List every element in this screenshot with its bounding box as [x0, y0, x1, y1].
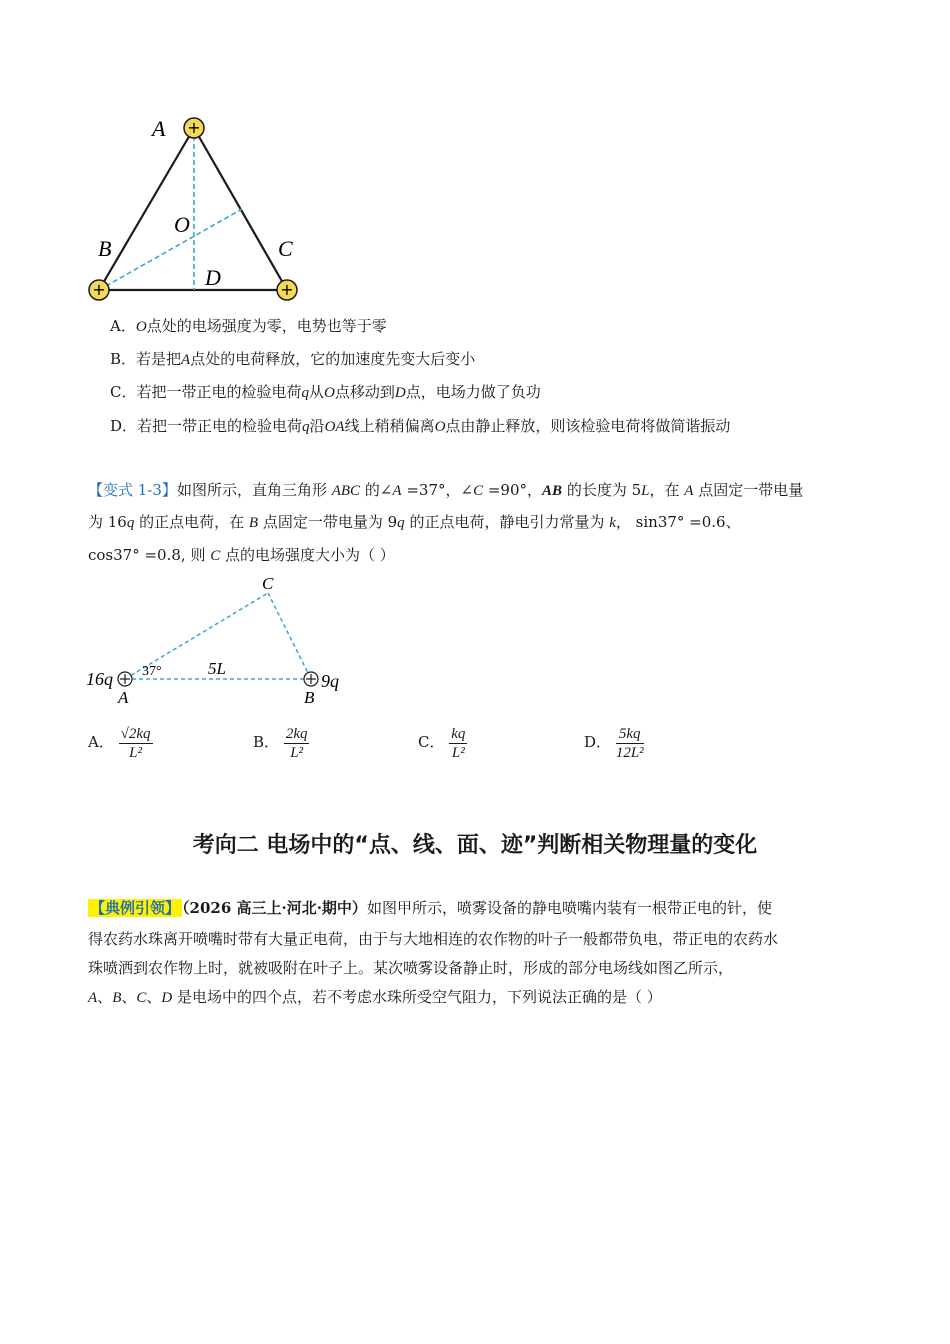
fig2-angle: 37° [142, 664, 162, 679]
label-c: C [278, 236, 293, 261]
fig2-label-a: A [118, 688, 129, 707]
charge-c-icon [277, 280, 297, 300]
right-triangle-figure [80, 570, 370, 710]
q2-tag: 【变式 1-3】 [88, 481, 177, 499]
q1-option-c[interactable]: C．若把一带正电的检验电荷q从O点移动到D点，电场力做了负功 [110, 383, 541, 401]
q3-line-2: 得农药水珠离开喷嘴时带有大量正电荷，由于与大地相连的农作物的叶子一般都带负电，带正电的农药水 [88, 930, 779, 948]
q1-option-a[interactable]: A．O点处的电场强度为零，电势也等于零 [110, 317, 387, 335]
label-d: D [205, 265, 221, 290]
q3-tag: 【典例引领】 [90, 899, 181, 917]
svg-text:+: + [92, 280, 106, 299]
label-a: A [152, 116, 166, 141]
q3-line-4: A、B、C、D 是电场中的四个点，若不考虑水珠所受空气阻力，下列说法正确的是（ ） [88, 988, 662, 1006]
q3-line-3: 珠喷洒到农作物上时，就被吸附在叶子上。某次喷雾设备静止时，形成的部分电场线如图乙所示， [88, 959, 734, 977]
triangle-figure [80, 108, 320, 308]
q1-option-d[interactable]: D．若把一带正电的检验电荷q沿OA线上稍稍偏离O点由静止释放，则该检验电荷将做简谐振动 [110, 417, 731, 435]
charge-16q-icon [118, 672, 132, 686]
fig2-label-b: B [304, 688, 315, 707]
charge-a-icon [184, 118, 204, 138]
fig2-label-c: C [262, 574, 274, 593]
fig2-charge-a: 16q [86, 669, 113, 689]
fig2-side: 5L [208, 659, 226, 678]
charge-9q-icon [304, 672, 318, 686]
q2-option-b[interactable]: B． $\frac{2kq}{\text{L²}}$ [253, 725, 308, 761]
svg-text:+: + [280, 280, 294, 299]
label-b: B [98, 236, 112, 261]
q2-line-2: 为 16q 的正点电荷，在 B 点固定一带电量为 9q 的正点电荷，静电引力常量为 k， sin37° =0.6、 [88, 513, 741, 531]
q2-option-d[interactable]: D． $\frac{5kq}{\text{12L²}}$ [584, 725, 644, 761]
q1-option-b[interactable]: B．若是把A点处的电荷释放，它的加速度先变大后变小 [110, 350, 476, 368]
q3-source: （2026 高三上·河北·期中） [182, 899, 367, 917]
label-o: O [174, 212, 190, 237]
q2-option-c[interactable]: C． $\frac{kq}{\text{L²}}$ [418, 725, 466, 761]
q3-line-1: 【典例引领】 （2026 高三上·河北·期中）如图甲所示，喷雾设备的静电喷嘴内装有一根带正电的针，使 [90, 899, 772, 917]
svg-text:+: + [187, 118, 201, 137]
q2-line-1: 【变式 1-3】如图所示，直角三角形 ABC 的∠A =37°，∠C =90°，AB 的长度为 5L，在 A 点固定一带电量 [88, 481, 804, 499]
section-heading: 考向二 电场中的“点、线、面、迹”判断相关物理量的变化 [192, 833, 758, 858]
fig2-charge-b: 9q [321, 671, 339, 691]
q2-option-a[interactable]: A． $\frac{√2kq}{\text{L²}}$ [88, 725, 151, 761]
q2-line-3: cos37° =0.8, 则 C 点的电场强度大小为（ ） [88, 546, 395, 564]
charge-b-icon [89, 280, 109, 300]
